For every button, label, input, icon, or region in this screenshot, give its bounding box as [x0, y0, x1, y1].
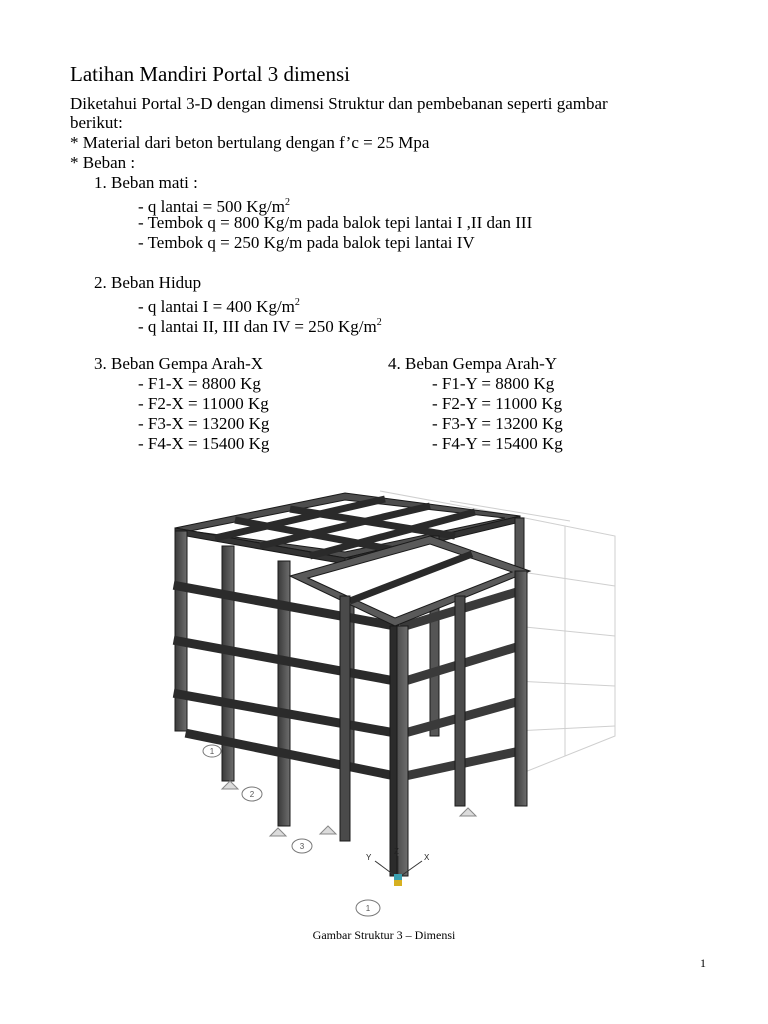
figure-caption: Gambar Struktur 3 – Dimensi — [312, 928, 456, 942]
live-load-heading: 2. Beban Hidup — [94, 273, 202, 292]
grid-label: 1 — [365, 904, 371, 913]
quake-x-item: - F2-X = 11000 Kg — [138, 394, 269, 413]
quake-x-item: - F3-X = 13200 Kg — [138, 414, 270, 433]
page-number: 1 — [700, 956, 706, 970]
live-load-item-1-text: - q lantai I = 400 Kg/m — [138, 297, 295, 316]
quake-y-item: - F1-Y = 8800 Kg — [432, 374, 555, 393]
superscript: 2 — [284, 197, 290, 208]
live-load-item-2-text: - q lantai II, III dan IV = 250 Kg/m — [138, 317, 377, 336]
quake-x-item: - F4-X = 15400 Kg — [138, 434, 270, 453]
frame-drawing — [150, 476, 630, 921]
axis-label-y: Y — [366, 853, 372, 862]
grid-label: 3 — [299, 842, 305, 851]
front-corner-column — [390, 626, 408, 876]
quake-y-heading: 4. Beban Gempa Arah-Y — [388, 354, 558, 373]
quake-x-heading: 3. Beban Gempa Arah-X — [94, 354, 264, 373]
axes-icon — [375, 856, 422, 886]
left-columns — [175, 531, 290, 826]
dead-load-item-1-text: - q lantai = 500 Kg/m — [138, 197, 285, 216]
right-front-column — [515, 571, 527, 806]
axis-label-z: Z — [394, 847, 399, 856]
intro-text-line-1: Diketahui Portal 3-D dengan dimensi Struktur dan pembebanan seperti gambar — [70, 94, 608, 113]
superscript: 2 — [294, 297, 300, 308]
quake-x-item: - F1-X = 8800 Kg — [138, 374, 261, 393]
grid-label: 1 — [209, 747, 215, 756]
beban-heading: * Beban : — [70, 153, 136, 172]
structure-3d-figure — [150, 476, 630, 921]
superscript: 2 — [376, 317, 382, 328]
live-load-item-2 — [138, 313, 382, 337]
dead-load-item-3: - Tembok q = 250 Kg/m pada balok tepi lantai IV — [138, 233, 475, 252]
dead-load-item-2: - Tembok q = 800 Kg/m pada balok tepi lantai I ,II dan III — [138, 213, 533, 232]
axis-label-x: X — [424, 853, 430, 862]
intro-text-line-2: berikut: — [70, 113, 123, 132]
material-text: * Material dari beton bertulang dengan f’c = 25 Mpa — [70, 133, 430, 152]
quake-y-item: - F4-Y = 15400 Kg — [432, 434, 563, 453]
quake-y-item: - F3-Y = 13200 Kg — [432, 414, 563, 433]
page-title: Latihan Mandiri Portal 3 dimensi — [70, 62, 350, 86]
dead-load-heading: 1. Beban mati : — [94, 173, 198, 192]
grid-label: 2 — [249, 790, 255, 799]
quake-y-item: - F2-Y = 11000 Kg — [432, 394, 563, 413]
